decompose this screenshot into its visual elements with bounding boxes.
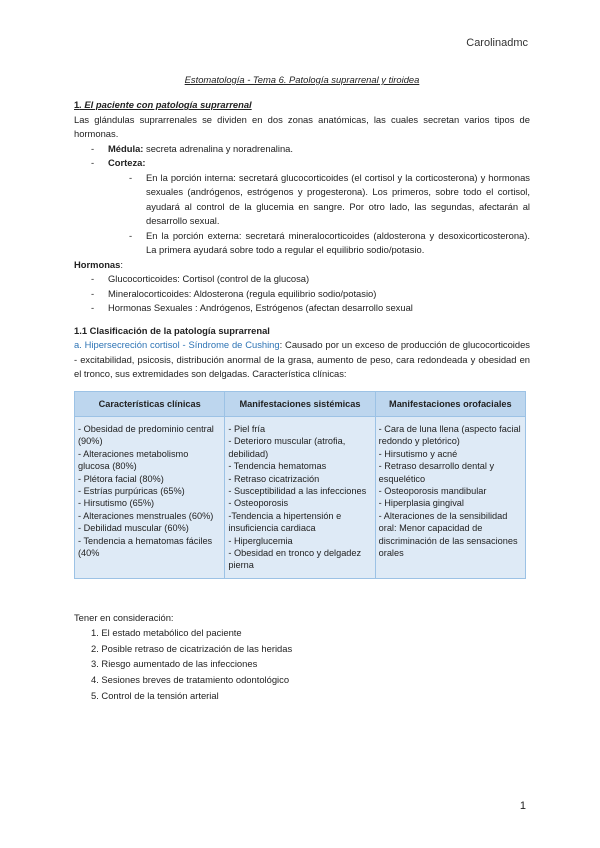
cell-line: - Debilidad muscular (60%): [78, 523, 189, 534]
table-cell-systemic: [225, 416, 375, 578]
list-item-corteza: [74, 156, 530, 171]
table-cell-orofacial: [375, 416, 525, 578]
considerations-intro: Tener en consideración:: [74, 611, 174, 623]
section-1-number: 1: [74, 99, 80, 110]
cell-line: - Piel fría: [228, 423, 266, 434]
list-item-medula: [74, 142, 530, 157]
hormonas-colon: :: [120, 258, 123, 270]
cell-line: - Alteraciones menstruales (60%): [78, 510, 214, 521]
table-header: Manifestaciones orofaciales: [375, 391, 525, 416]
hormonas-label: Hormonas: [74, 258, 121, 270]
cell-line: - Estrías purpúricas (65%): [78, 485, 185, 496]
hormonas-heading: [74, 258, 530, 273]
list-item: - Mineralocorticoides: Aldosterona (regula equilibrio sodio/potasio): [74, 287, 530, 302]
cell-line: - Tendencia a hematomas fáciles (40%: [78, 535, 213, 558]
table-cell-clinical: [75, 416, 225, 578]
cell-line: - Hirsutismo (65%): [78, 498, 155, 509]
cell-line: - Osteoporosis: [228, 498, 289, 509]
page-title: Estomatología - Tema 6. Patología suprarrenal y tiroidea: [184, 74, 420, 85]
cushing-label: a. Hipersecreción cortisol - Síndrome de Cushing: [74, 339, 280, 350]
cell-line: - Alteraciones de la sensibilidad oral: Menor capacidad de discriminación de las sensaciones orales: [378, 510, 518, 558]
cushing-text: : Causado por un exceso de producción de glucocorticoides - excitabilidad, psicosis, distribución anormal de la grasa, aumento de peso, cara redondeada y obesidad en el tronco, sus extremidades son delgadas. Característica clínicas:: [74, 339, 530, 379]
list-item: - En la porción interna: secretará glucocorticoides (el cortisol y la corticosterona) y hormonas sexuales (andrógenos, estrógenos y progesterona). Los primeros, sobre todo el cortisol, ayudará al control de la glucemia en sangre. Por otro lado, las segundas, afectarán al desarrollo sexual.: [74, 171, 530, 229]
author-name: Carolinadmc: [466, 37, 528, 49]
corteza-label: Corteza:: [108, 157, 146, 168]
cushing-paragraph: [74, 338, 530, 382]
cell-line: - Cara de luna llena (aspecto facial redondo y pletórico): [378, 423, 521, 447]
page-number: 1: [519, 800, 526, 812]
clinical-table: [74, 391, 526, 579]
list-item: 5. Control de la tensión arterial: [91, 689, 219, 701]
table-row: [75, 416, 526, 578]
section-1-intro: Las glándulas suprarrenales se dividen en dos zonas anatómicas, las cuales secretan varios tipos de hormonas.: [74, 113, 530, 139]
table-header: Características clínicas: [75, 391, 225, 416]
list-item: 1. El estado metabólico del paciente: [91, 627, 242, 639]
cell-line: - Alteraciones metabolismo glucosa (80%): [78, 448, 189, 472]
list-item: 4. Sesiones breves de tratamiento odontológico: [91, 674, 290, 686]
cell-line: - Hiperplasia gingival: [378, 498, 464, 509]
document-body: [74, 73, 530, 703]
cell-line: - Hiperglucemia: [228, 535, 293, 546]
section-1-1-heading: 1.1 Clasificación de la patología suprarrenal: [74, 324, 270, 336]
cell-line: - Obesidad de predominio central (90%): [78, 423, 214, 447]
section-1-heading-text: . El paciente con patología suprarrenal: [79, 99, 252, 110]
gland-parts-list: [74, 142, 530, 171]
cell-line: - Obesidad en tronco y delgadez pierna: [228, 547, 362, 571]
cell-line: - Tendencia hematomas: [228, 461, 327, 472]
list-item: - Glucocorticoides: Cortisol (control de la glucosa): [74, 272, 530, 287]
list-item: - Hormonas Sexuales : Andrógenos, Estrógenos (afectan desarrollo sexual: [74, 301, 530, 316]
cell-line: - Retraso cicatrización: [228, 473, 320, 484]
list-item: 2. Posible retraso de cicatrización de las heridas: [91, 642, 293, 654]
cell-line: - Plétora facial (80%): [78, 473, 164, 484]
medula-text: secreta adrenalina y noradrenalina.: [143, 142, 293, 154]
corteza-sublist: [74, 171, 530, 258]
cell-line: -Tendencia a hipertensión e insuficiencia cardiaca: [228, 510, 342, 534]
table-header-row: [75, 391, 526, 416]
table-header: Manifestaciones sistémicas: [225, 391, 375, 416]
hormonas-list: [74, 272, 530, 316]
list-item: 3. Riesgo aumentado de las infecciones: [91, 658, 258, 670]
cell-line: - Hirsutismo y acné: [378, 448, 458, 459]
cell-line: - Osteoporosis mandibular: [378, 485, 487, 496]
section-1-heading: [74, 98, 530, 113]
cell-line: - Susceptibilidad a las infecciones: [228, 485, 367, 496]
list-item: - En la porción externa: secretará mineralocorticoides (aldosterona y desoxicorticosterona). La primera ayudará sobre todo a regular el equilibrio sodio/potasio.: [74, 229, 530, 258]
cell-line: - Deterioro muscular (atrofia, debilidad): [228, 436, 346, 459]
considerations-list: [74, 625, 530, 703]
medula-label: Médula:: [108, 142, 144, 154]
cell-line: - Retraso desarrollo dental y esquelético: [378, 461, 495, 484]
